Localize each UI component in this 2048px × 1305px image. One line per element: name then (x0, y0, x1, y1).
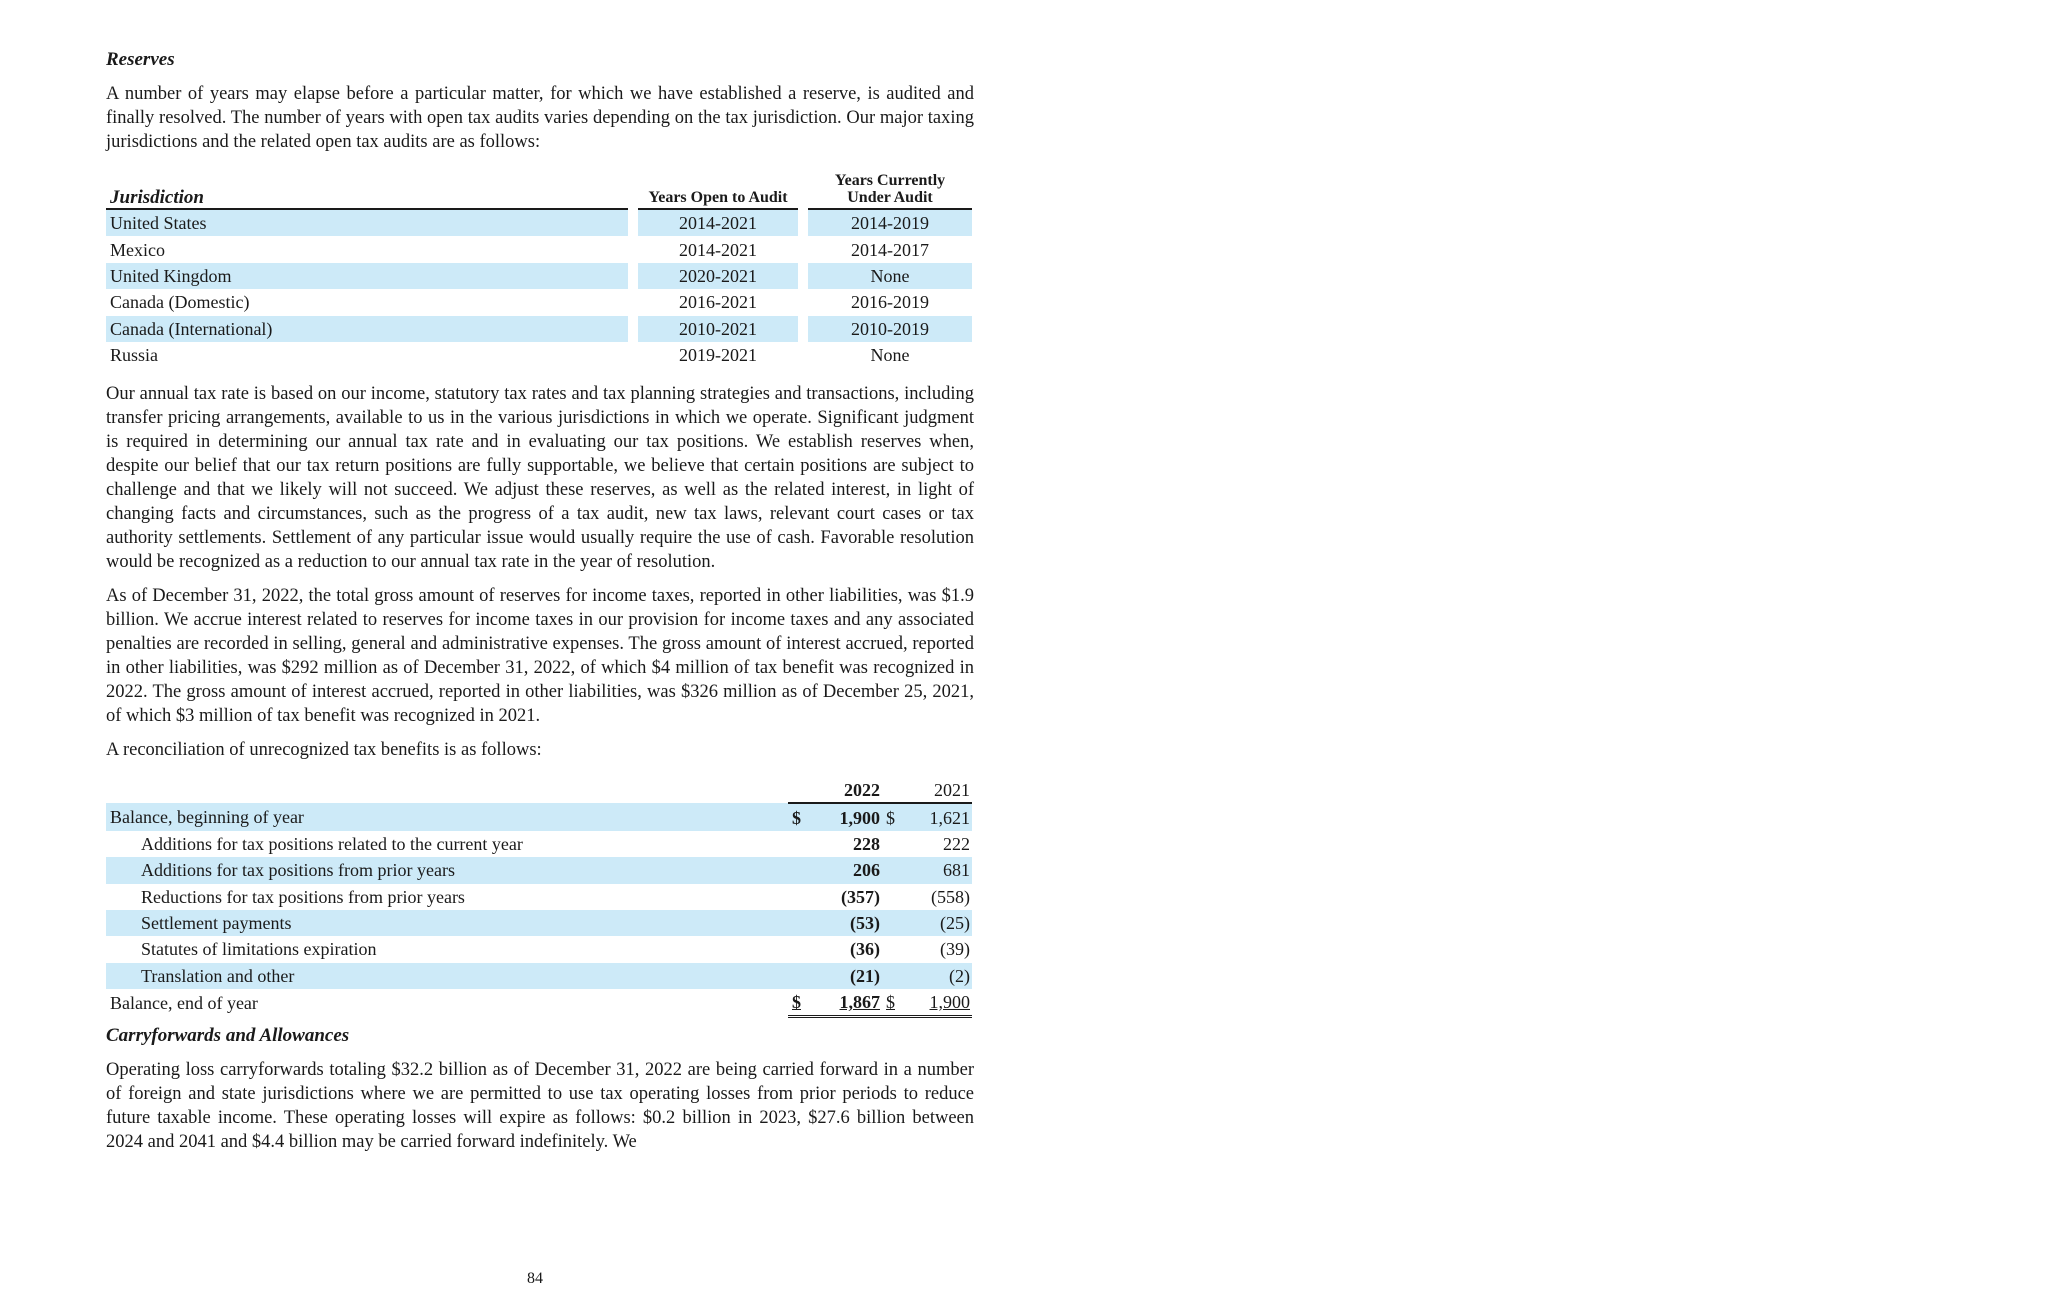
header-under-audit-line1: Years Currently (834, 172, 946, 189)
jurisdiction-header-row (106, 172, 972, 209)
years-open-cell: 2014-2021 (638, 209, 798, 236)
value-2021: (25) (900, 910, 972, 936)
currency-symbol-2022 (788, 857, 806, 883)
reconciliation-header-row (106, 780, 972, 803)
currency-symbol-2021 (882, 963, 900, 989)
jurisdiction-cell: Russia (110, 345, 159, 366)
value-2022: 1,867 (806, 989, 882, 1017)
document-page (106, 48, 974, 1164)
currency-symbol-2022 (788, 831, 806, 857)
line-item-label: Additions for tax positions from prior years (106, 857, 788, 883)
years-open-cell: 2016-2021 (679, 292, 757, 313)
header-years-open: Years Open to Audit (638, 172, 798, 209)
jurisdiction-row (106, 342, 972, 368)
line-item-label: Balance, end of year (110, 993, 258, 1014)
reconciliation-row (106, 831, 972, 857)
line-item-label: Settlement payments (106, 910, 788, 936)
value-2022: 228 (853, 833, 880, 854)
currency-symbol-2021 (882, 884, 900, 910)
value-2021: (39) (940, 939, 970, 960)
reconciliation-row (106, 857, 972, 883)
header-2022: 2022 (788, 780, 882, 803)
currency-symbol-2022 (788, 884, 806, 910)
jurisdiction-table (106, 172, 972, 368)
under-audit-cell: None (870, 345, 910, 366)
carryforwards-heading: Carryforwards and Allowances (106, 1025, 350, 1047)
value-2021: (2) (900, 963, 972, 989)
line-item-label: Additions for tax positions related to the current year (141, 833, 523, 854)
jurisdiction-row (106, 209, 972, 236)
currency-symbol-2021 (882, 857, 900, 883)
header-under-audit-line2: Under Audit (847, 189, 933, 206)
page-number: 84 (527, 1270, 543, 1287)
currency-symbol-2022 (788, 936, 806, 962)
value-2022: (53) (806, 910, 882, 936)
currency-symbol-2021: $ (882, 989, 900, 1017)
reconciliation-row (106, 803, 972, 830)
value-2021: 681 (900, 857, 972, 883)
jurisdiction-row (106, 289, 972, 315)
reconciliation-row (106, 963, 972, 989)
jurisdiction-row (106, 236, 972, 262)
currency-symbol-2022 (788, 910, 806, 936)
jurisdiction-cell: Mexico (110, 239, 165, 260)
under-audit-cell: None (808, 263, 972, 289)
years-open-cell: 2019-2021 (679, 345, 757, 366)
currency-symbol-2021 (882, 831, 900, 857)
jurisdiction-table-body (106, 209, 972, 368)
reconciliation-table-body (106, 803, 972, 1017)
currency-symbol-2022: $ (788, 989, 806, 1017)
reconciliation-table (106, 780, 972, 1018)
header-jurisdiction: Jurisdiction (106, 172, 628, 209)
value-2021: 1,900 (900, 989, 972, 1017)
value-2022: 1,900 (806, 803, 882, 830)
header-2021: 2021 (882, 780, 972, 803)
carryforwards-paragraph: Operating loss carryforwards totaling $32.2 billion as of December 31, 2022 are being carried forward in a number of foreign and state jurisdictions where we are permitted to use tax operating losses from prior periods to reduce future taxable income. These operating losses will expire as follows: $0.2 billion in 2023, $27.6 billion between 2024 and 2041 and $4.4 billion may be carried forward indefinitely. We (106, 1060, 974, 1153)
header-under-audit (808, 172, 972, 209)
value-2021: 222 (943, 833, 970, 854)
line-item-label: Reductions for tax positions from prior years (141, 886, 465, 907)
reconciliation-row (106, 884, 972, 910)
line-item-label: Balance, beginning of year (106, 803, 788, 830)
currency-symbol-2021: $ (882, 803, 900, 830)
value-2021: (558) (931, 886, 970, 907)
under-audit-cell: 2014-2017 (851, 239, 929, 260)
under-audit-cell: 2010-2019 (808, 316, 972, 342)
jurisdiction-row (106, 263, 972, 289)
jurisdiction-cell: United States (106, 209, 628, 236)
under-audit-cell: 2016-2019 (851, 292, 929, 313)
reserves-heading: Reserves (106, 49, 175, 70)
value-2022: 206 (806, 857, 882, 883)
value-2022: (21) (806, 963, 882, 989)
tax-rate-paragraph: Our annual tax rate is based on our income, statutory tax rates and tax planning strategies and transactions, including transfer pricing arrangements, available to us in the various jurisdictions in which we operate. Significant judgment is required in determining our annual tax rate and in evaluating our tax positions. We establish reserves when, despite our belief that our tax return positions are fully supportable, we believe that certain positions are subject to challenge and that we likely will not succeed. We adjust these reserves, as well as the related interest, in light of changing facts and circumstances, such as the progress of a tax audit, new tax laws, relevant court cases or tax authority settlements. Settlement of any particular issue would usually require the use of cash. Favorable resolution would be recognized as a reduction to our annual tax rate in the year of resolution. (106, 384, 974, 573)
line-item-label: Statutes of limitations expiration (141, 939, 377, 960)
jurisdiction-row (106, 316, 972, 342)
reserves-amount-paragraph: As of December 31, 2022, the total gross amount of reserves for income taxes, reported in other liabilities, was $1.9 billion. We accrue interest related to reserves for income taxes in our provision for income taxes and any associated penalties are recorded in selling, general and administrative expenses. The gross amount of interest accrued, reported in other liabilities, was $292 million as of December 31, 2022, of which $4 million of tax benefit was recognized in 2022. The gross amount of interest accrued, reported in other liabilities, was $326 million as of December 25, 2021, of which $3 million of tax benefit was recognized in 2021. (106, 586, 974, 727)
value-2021: 1,621 (900, 803, 972, 830)
years-open-cell: 2020-2021 (638, 263, 798, 289)
years-open-cell: 2014-2021 (679, 239, 757, 260)
value-2022: (357) (841, 886, 880, 907)
currency-symbol-2022: $ (788, 803, 806, 830)
reserves-intro: A number of years may elapse before a particular matter, for which we have established a reserve, is audited and finally resolved. The number of years with open tax audits varies depending on the tax jurisdiction. Our major taxing jurisdictions and the related open tax audits are as follows: (106, 84, 974, 152)
jurisdiction-cell: United Kingdom (106, 263, 628, 289)
value-2022: (36) (850, 939, 880, 960)
line-item-label: Translation and other (106, 963, 788, 989)
currency-symbol-2021 (882, 936, 900, 962)
jurisdiction-cell: Canada (Domestic) (110, 292, 250, 313)
total-row (106, 989, 972, 1017)
currency-symbol-2021 (882, 910, 900, 936)
jurisdiction-cell: Canada (International) (106, 316, 628, 342)
under-audit-cell: 2014-2019 (808, 209, 972, 236)
reconciliation-row (106, 936, 972, 962)
reconciliation-intro: A reconciliation of unrecognized tax benefits is as follows: (106, 740, 542, 761)
years-open-cell: 2010-2021 (638, 316, 798, 342)
reconciliation-row (106, 910, 972, 936)
currency-symbol-2022 (788, 963, 806, 989)
